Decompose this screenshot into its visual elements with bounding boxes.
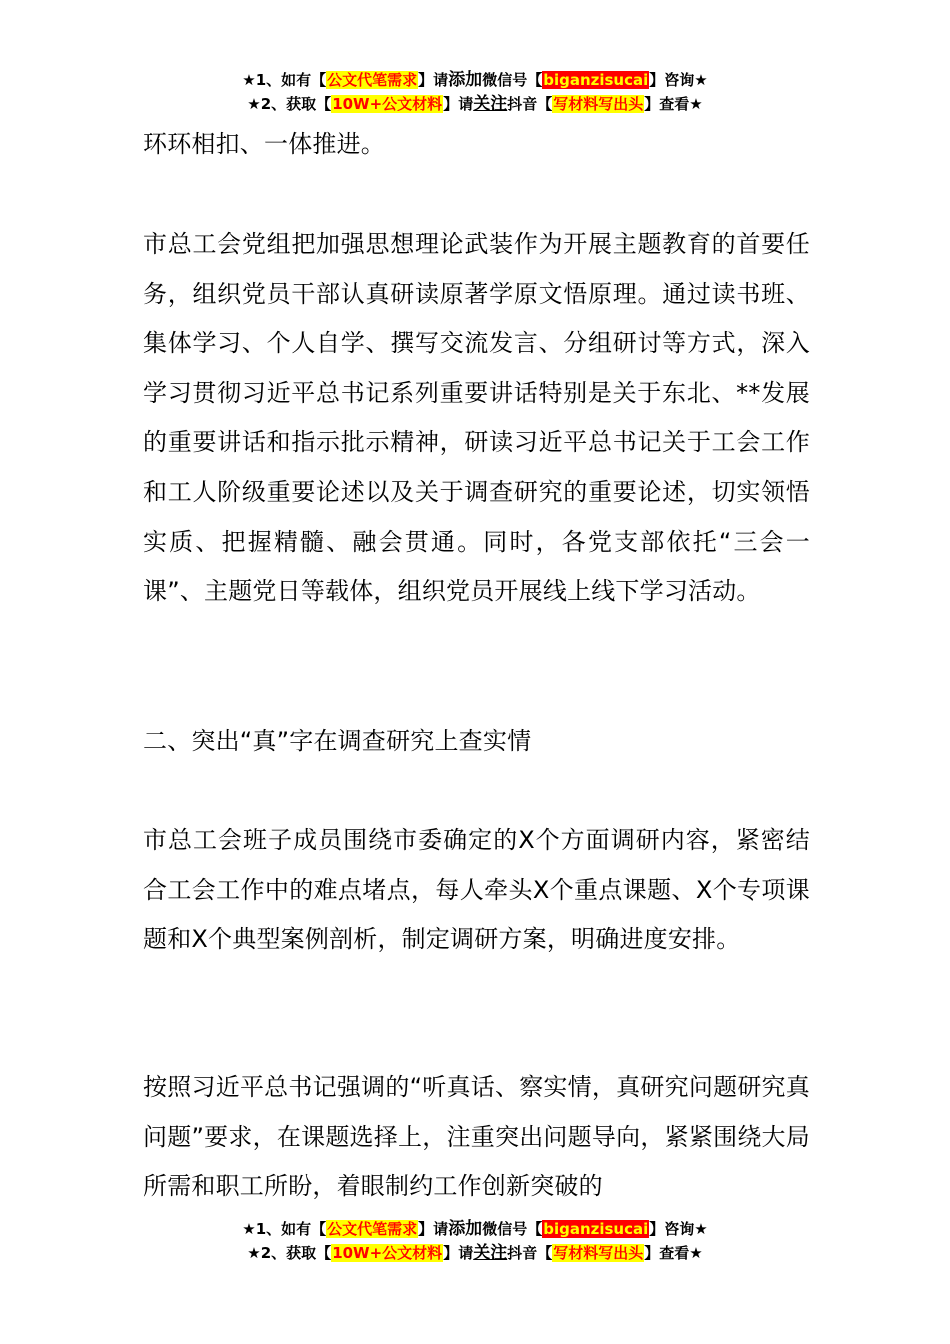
header-banner-line-2 <box>0 92 950 116</box>
paragraph-continuation: 环环相扣、一体推进。 <box>143 130 385 158</box>
banner-emphasis: 关注 <box>473 1243 508 1263</box>
banner-highlight: 写材料写出头 <box>553 1244 644 1262</box>
banner-highlight: 10W+公文材料 <box>332 95 443 113</box>
paragraph-research-topics: 市总工会班子成员围绕市委确定的X个方面调研内容，紧密结合工会工作中的难点堵点，每人牵头X个重点课题、X个专项课题和X个典型案例剖析，制定调研方案，明确进度安排。 <box>143 826 810 954</box>
banner-text: 微信号【 <box>482 71 543 89</box>
paragraph-theory-study: 市总工会党组把加强思想理论武装作为开展主题教育的首要任务，组织党员干部认真研读原著学原文悟原理。通过读书班、集体学习、个人自学、撰写交流发言、分组研讨等方式，深入学习贯彻习近平总书记系列重要讲话特别是关于东北、**发展的重要讲话和指示批示精神，研读习近平总书记关于工会工作和工人阶级重要论述以及关于调查研究的重要论述，切实领悟实质、把握精髓、融会贯通。同时，各党支部依托“三会一课”、主题党日等载体，组织党员开展线上线下学习活动。 <box>143 230 810 606</box>
banner-text: 】请 <box>418 1220 449 1238</box>
banner-emphasis: 添加 <box>448 1219 483 1239</box>
banner-highlight: 公文代笔需求 <box>327 71 418 89</box>
header-banner-line-1 <box>0 68 950 92</box>
banner-text: 抖音【 <box>507 95 553 113</box>
paragraph-research-requirements: 按照习近平总书记强调的“听真话、察实情，真研究问题研究真问题”要求，在课题选择上，注重突出问题导向，紧紧围绕大局所需和职工所盼，着眼制约工作创新突破的 <box>143 1073 810 1201</box>
banner-text: 】请 <box>443 95 474 113</box>
banner-emphasis: 添加 <box>448 70 483 90</box>
banner-text: ★2、获取【 <box>247 1244 332 1262</box>
banner-text: ★1、如有【 <box>242 1220 327 1238</box>
banner-text: 】咨询★ <box>649 1220 708 1238</box>
banner-text: 抖音【 <box>507 1244 553 1262</box>
banner-wechat-id: biganzisucai <box>543 71 649 89</box>
banner-highlight: 公文代笔需求 <box>327 1220 418 1238</box>
banner-text: 微信号【 <box>482 1220 543 1238</box>
footer-banner <box>0 1217 950 1265</box>
banner-wechat-id: biganzisucai <box>543 1220 649 1238</box>
banner-emphasis: 关注 <box>473 94 508 114</box>
banner-text: 】咨询★ <box>649 71 708 89</box>
header-banner <box>0 68 950 116</box>
section-heading-2: 二、突出“真”字在调查研究上查实情 <box>143 727 532 755</box>
banner-highlight: 10W+公文材料 <box>332 1244 443 1262</box>
banner-text: ★1、如有【 <box>242 71 327 89</box>
banner-text: ★2、获取【 <box>247 95 332 113</box>
banner-text: 】请 <box>418 71 449 89</box>
banner-highlight: 写材料写出头 <box>553 95 644 113</box>
footer-banner-line-2 <box>0 1241 950 1265</box>
banner-text: 】查看★ <box>644 95 703 113</box>
banner-text: 】请 <box>443 1244 474 1262</box>
footer-banner-line-1 <box>0 1217 950 1241</box>
banner-text: 】查看★ <box>644 1244 703 1262</box>
